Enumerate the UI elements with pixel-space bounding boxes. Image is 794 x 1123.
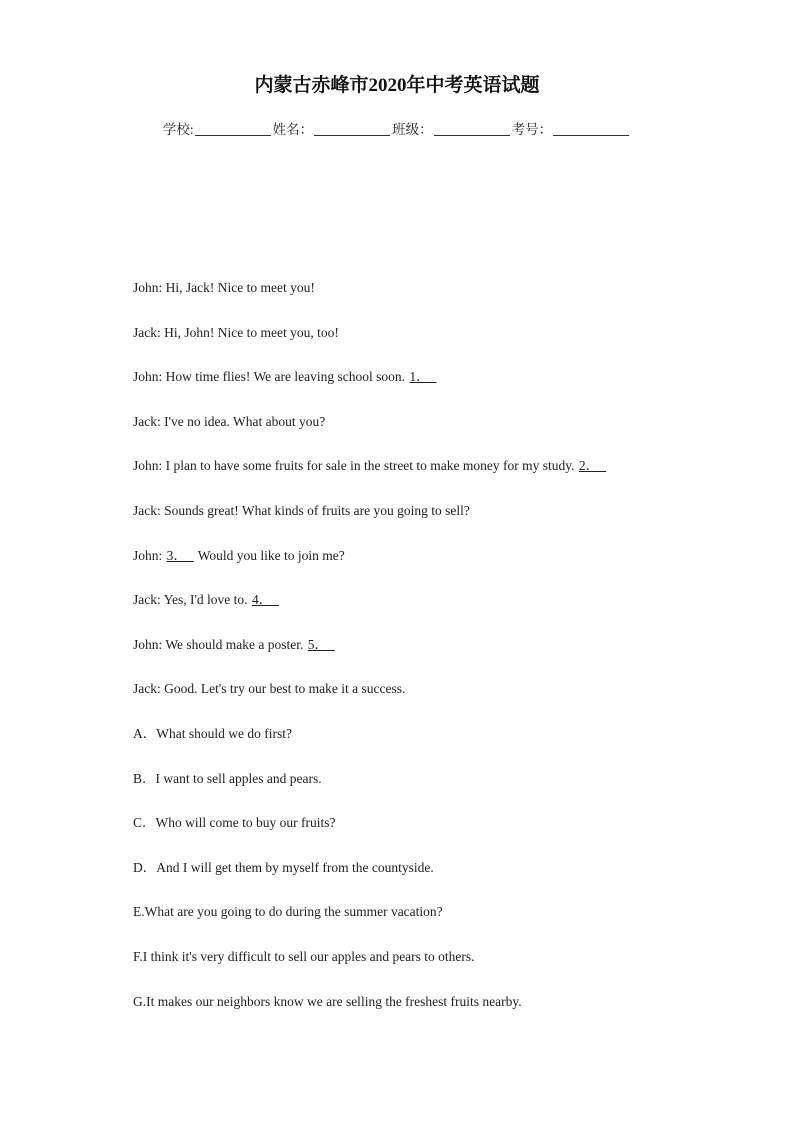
class-label: 班级：	[392, 122, 433, 137]
answer-blank-5[interactable]: 5．	[307, 636, 329, 652]
dialogue-line	[133, 413, 753, 458]
dialogue-line	[133, 636, 753, 681]
dialogue-text: John: Hi, Jack! Nice to meet you!	[133, 280, 315, 295]
school-blank[interactable]	[195, 121, 271, 136]
answer-blank-3[interactable]: 3．	[166, 547, 187, 563]
dialogue-text: Jack: Good. Let's try our best to make it a success.	[133, 681, 406, 697]
dialogue-line	[133, 279, 753, 324]
name-label: 姓名：	[272, 122, 314, 137]
answer-blank-2[interactable]: 2．	[578, 458, 600, 474]
dialogue-text: John: We should make a poster.	[133, 636, 307, 652]
option-e: E.What are you going to do during the summer vacation?	[133, 904, 443, 920]
dialogue-text: Jack: I've no idea. What about you?	[133, 413, 326, 429]
option-d: D．And I will get them by myself from the countyside.	[133, 859, 434, 875]
dialogue-line	[133, 368, 753, 413]
option-c: C．Who will come to buy our fruits?	[133, 815, 336, 831]
dialogue-text: John: I plan to have some fruits for sale in the street to make money for my study.	[133, 458, 578, 474]
dialogue-text: Jack: Hi, John! Nice to meet you, too!	[133, 324, 339, 340]
dialogue-text: Jack: Yes, I'd love to.	[133, 592, 251, 608]
exam-number-label: 考号：	[511, 122, 553, 137]
page-title: 内蒙古赤峰市2020年中考英语试题	[254, 75, 540, 96]
dialogue-line	[133, 680, 753, 725]
dialogue-line	[133, 547, 753, 592]
dialogue-text: Jack: Sounds great! What kinds of fruits are you going to sell?	[133, 502, 470, 518]
option-f: F.I think it's very difficult to sell our apples and pears to others.	[133, 948, 475, 964]
dialogue-text: John:	[133, 547, 166, 563]
class-blank[interactable]	[434, 121, 510, 136]
school-label: 学校:	[162, 122, 194, 137]
dialogue-line	[133, 324, 753, 369]
dialogue-line	[133, 591, 753, 636]
dialogue-text-after: Would you like to join me?	[194, 547, 345, 563]
dialogue-line	[133, 457, 753, 502]
name-blank[interactable]	[314, 121, 390, 136]
option-g: G.It makes our neighbors know we are selling the freshest fruits nearby.	[133, 993, 522, 1009]
option-b: B．I want to sell apples and pears.	[133, 770, 322, 786]
question-body	[133, 279, 753, 1037]
option-a: A．What should we do first?	[133, 725, 292, 741]
student-info-row	[0, 118, 794, 138]
answer-blank-4[interactable]: 4．	[251, 592, 273, 608]
answer-blank-1[interactable]: 1．	[409, 369, 430, 385]
dialogue-text: John: How time flies! We are leaving school soon.	[133, 369, 409, 385]
exam-number-blank[interactable]	[553, 121, 629, 136]
dialogue-line	[133, 502, 753, 547]
